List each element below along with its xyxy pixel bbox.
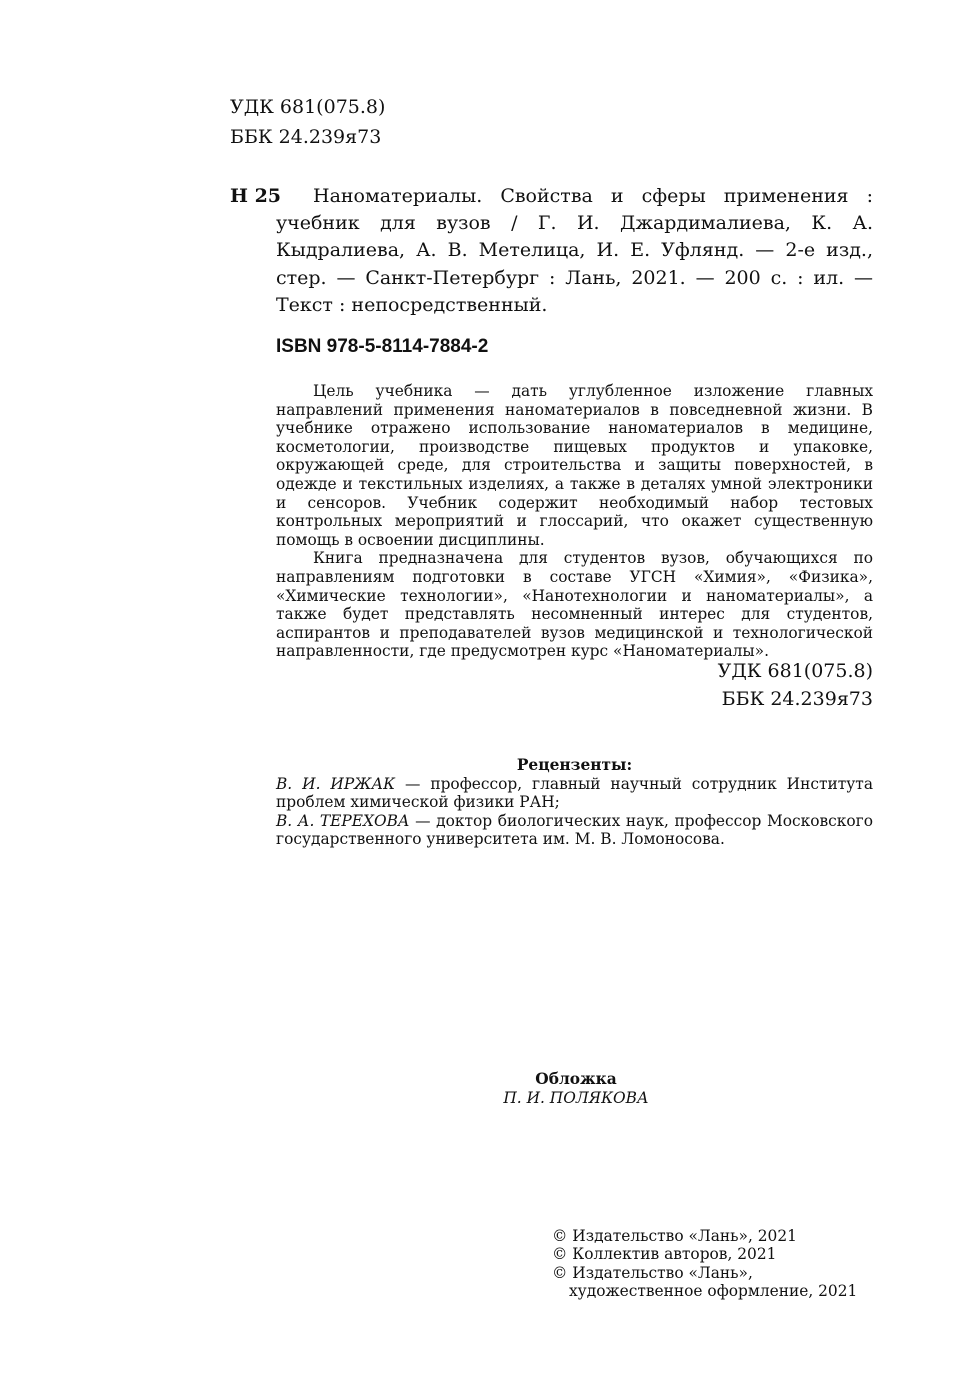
udk-code: УДК 681(075.8) [717, 660, 873, 682]
reviewer-description: — доктор биологических наук, профессор Московского государственного университета им. М. В. Ломоносова. [276, 811, 873, 849]
reviewer-entry [276, 812, 873, 849]
annotation-paragraph: Книга предназначена для студентов вузов, обучающихся по направлениям подготовки в составе УГСН «Химия», «Физика», «Химические технологии», «Нанотехнологии и наноматериалы», а также будет представлять несомненный интерес для студентов, аспирантов и преподавателей вузов медицинской и технологической направленности, где предусмотрен курс «Наноматериалы». [276, 549, 873, 661]
isbn: ISBN 978-5-8114-7884-2 [276, 336, 489, 357]
reviewers-block [276, 756, 873, 849]
udk-code: УДК 681(075.8) [230, 96, 386, 118]
classification-block-right [718, 657, 873, 713]
copyright-line-continuation: художественное оформление, 2021 [569, 1282, 858, 1301]
cover-label: Обложка [535, 1070, 617, 1088]
reviewer-name: В. И. ИРЖАК [276, 774, 396, 793]
annotation-paragraph: Цель учебника — дать углубленное изложение главных направлений применения наноматериалов в повседневной жизни. В учебнике отражено использование наноматериалов в медицине, косметологии, производстве пищевых продуктов и упаковке, окружающей среде, для строительства и защиты поверхностей, в одежде и текстильных изделиях, а также в деталях умной электроники и сенсоров. Учебник содержит необходимый набор тестовых контрольных мероприятий и глоссарий, что окажет существенную помощь в освоении дисциплины. [276, 382, 873, 549]
author-mark: Н 25 [230, 185, 282, 207]
copyright-line: © Издательство «Лань», 2021 [552, 1227, 797, 1245]
classification-block-top [230, 92, 385, 152]
reviewer-entry [276, 775, 873, 812]
bbk-code: ББК 24.239я73 [230, 126, 382, 148]
reviewer-name: В. А. ТЕРЕХОВА [276, 811, 410, 830]
bbk-code: ББК 24.239я73 [721, 688, 873, 710]
copyright-line: © Коллектив авторов, 2021 [552, 1245, 777, 1264]
reviewer-description: — профессор, главный научный сотрудник Института проблем химической физики РАН; [276, 774, 874, 812]
copyright-line: © Издательство «Лань», [552, 1263, 753, 1282]
bibliographic-description: Наноматериалы. Свойства и сферы применения : учебник для вузов / Г. И. Джардималиева, К. А. Кыдралиева, А. В. Метелица, И. Е. Уфлянд. — 2-е изд., стер. — Санкт-Петербург : Лань, 2021. — 200 с. : ил. — Текст : непосредственный. [276, 185, 873, 316]
reviewers-heading: Рецензенты: [516, 756, 633, 774]
annotation [276, 382, 873, 661]
cover-credit [476, 1070, 676, 1107]
copyright-block [552, 1227, 857, 1301]
cover-designer: П. И. ПОЛЯКОВА [503, 1088, 649, 1107]
